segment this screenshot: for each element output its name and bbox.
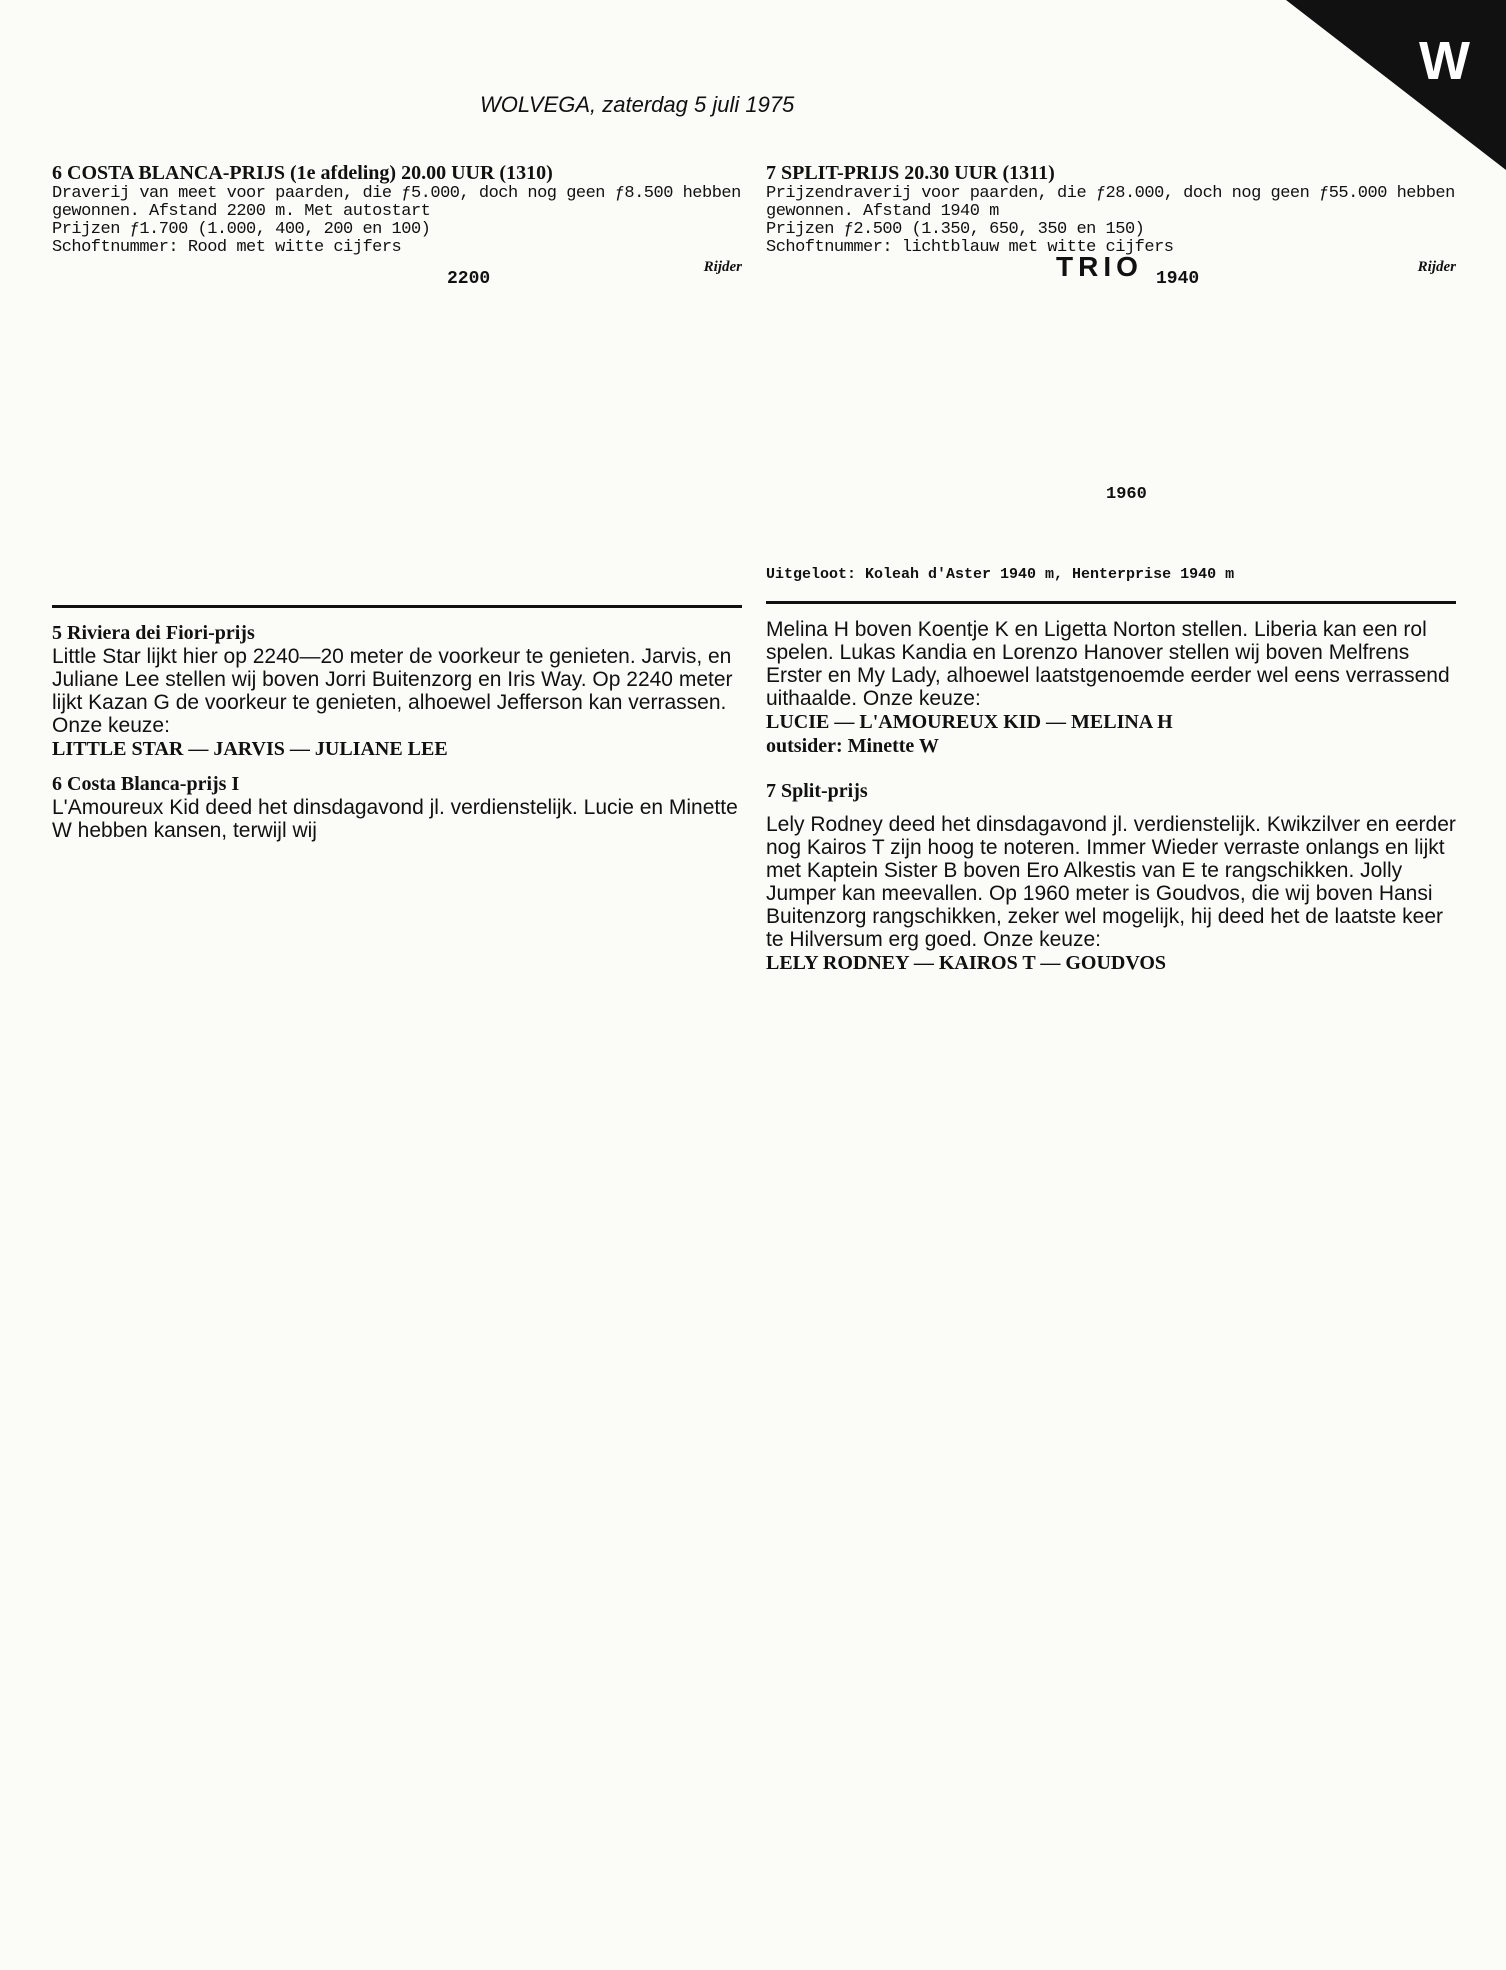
trio-label: TRIO [1056, 251, 1143, 282]
entry-header [102, 567, 742, 587]
uitgeloot: Uitgeloot: Koleah d'Aster 1940 m, Henterprise 1940 m [766, 566, 1235, 583]
horse-entry [766, 315, 1456, 335]
race-conditions: Prijzendraverij voor paarden, die ƒ28.000, doch nog geen ƒ55.000 hebben gewonnen. Afstand 1940 m [766, 184, 1455, 221]
entry-header [102, 483, 742, 503]
horse-entry [766, 343, 1456, 363]
divider [52, 605, 742, 608]
horse-entry [766, 540, 1456, 560]
entry-header [102, 343, 742, 363]
horse-entry [52, 539, 742, 559]
page-header: WOLVEGA, zaterdag 5 juli 1975 [480, 92, 795, 117]
entry-header [816, 540, 1456, 560]
entries-header [52, 257, 742, 289]
comment-pick: LUCIE — L'AMOUREUX KID — MELINA H [766, 711, 1173, 733]
comment-text: L'Amoureux Kid deed het dinsdagavond jl. verdienstelijk. Lucie en Minette W hebben kansen, terwijl wij [52, 796, 738, 842]
entry-header [102, 287, 742, 307]
entry-header [816, 287, 1456, 307]
horse-entry [52, 399, 742, 419]
comment-text: Little Star lijkt hier op 2240—20 meter de voorkeur te genieten. Jarvis, en Juliane Lee stellen wij boven Jorri Buitenzorg en Iris Way. Op 2240 meter lijkt Kazan G de voorkeur te genieten, alhoewel Jefferson kan verrassen. Onze keuze: [52, 645, 733, 737]
entry-header [102, 371, 742, 391]
comment-list [52, 622, 742, 842]
entry-header [816, 399, 1456, 419]
divider [766, 601, 1456, 604]
horse-entry [766, 512, 1456, 532]
entry-header [816, 427, 1456, 447]
horse-entry [766, 371, 1456, 391]
corner-tab [1286, 0, 1506, 170]
comment-title: 7 Split-prijs [766, 780, 868, 802]
comment-text: Lely Rodney deed het dinsdagavond jl. verdienstelijk. Kwikzilver en eerder nog Kairos T zijn hoog te noteren. Immer Wieder verraste onlangs en lijkt met Kaptein Sister B boven Ero Alkestis van E te rangschikken. Jolly Jumper kan meevallen. Op 1960 meter is Goudvos, die wij boven Hansi Buitenzorg rangschikken, zeker wel mogelijk, hij deed het de laatste keer te Hilversum erg goed. Onze keuze: [766, 813, 1456, 951]
distance-label: 1940 [1156, 269, 1200, 289]
corner-letter: W [1419, 31, 1470, 91]
comment-outsider: outsider: Minette W [766, 735, 939, 757]
rijder-label: Rijder [703, 259, 742, 275]
right-column [766, 162, 1456, 975]
comment-title: 6 Costa Blanca-prijs I [52, 773, 240, 795]
entry-header [102, 315, 742, 335]
race-title: 7 SPLIT-PRIJS 20.30 UUR (1311) [766, 162, 1055, 184]
entry-header [816, 371, 1456, 391]
horse-entry [766, 455, 1456, 475]
entry-header [102, 511, 742, 531]
entries-header [766, 251, 1456, 289]
horse-entry [52, 315, 742, 335]
entry-header [816, 512, 1456, 532]
race-prizes: Prijzen ƒ1.700 (1.000, 400, 200 en 100) [52, 220, 431, 239]
entry-header [816, 315, 1456, 335]
comment-pick: LELY RODNEY — KAIROS T — GOUDVOS [766, 952, 1167, 974]
entry-list [52, 287, 742, 587]
comment-text: Melina H boven Koentje K en Ligetta Norton stellen. Liberia kan een rol spelen. Lukas Kandia en Lorenzo Hanover stellen wij boven Melfrens Erster en My Lady, alhoewel laatstgenoemde eerder wel eens verrassend uithaalde. Onze keuze: [766, 618, 1450, 710]
race-conditions: Draverij van meet voor paarden, die ƒ5.000, doch nog geen ƒ8.500 hebben gewonnen. Afstand 2200 m. Met autostart [52, 184, 741, 221]
race-prizes: Prijzen ƒ2.500 (1.350, 650, 350 en 150) [766, 220, 1145, 239]
entry-header [102, 455, 742, 475]
comment-title: 5 Riviera dei Fiori-prijs [52, 622, 255, 644]
rijder-label: Rijder [1417, 259, 1456, 275]
race-saddlecloth: Schoftnummer: lichtblauw met witte cijfers [766, 238, 1174, 257]
entry-list [766, 287, 1456, 560]
entry-header [102, 539, 742, 559]
entry-header [816, 455, 1456, 475]
horse-entry [52, 455, 742, 475]
distance-label: 1960 [1106, 485, 1147, 504]
horse-entry [766, 427, 1456, 447]
horse-entry [52, 511, 742, 531]
comment-pick: LITTLE STAR — JARVIS — JULIANE LEE [52, 738, 448, 760]
race-title: 6 COSTA BLANCA-PRIJS (1e afdeling) 20.00 UUR (1310) [52, 162, 553, 184]
horse-entry [52, 371, 742, 391]
horse-entry [52, 567, 742, 587]
entry-header [102, 399, 742, 419]
horse-entry [52, 287, 742, 307]
distance-label: 2200 [447, 269, 491, 289]
horse-entry [766, 287, 1456, 307]
entry-header [102, 427, 742, 447]
horse-entry [766, 399, 1456, 419]
horse-entry [52, 427, 742, 447]
race-saddlecloth: Schoftnummer: Rood met witte cijfers [52, 238, 402, 257]
horse-entry [52, 483, 742, 503]
horse-entry [52, 343, 742, 363]
left-column [52, 162, 742, 842]
entry-header [816, 343, 1456, 363]
